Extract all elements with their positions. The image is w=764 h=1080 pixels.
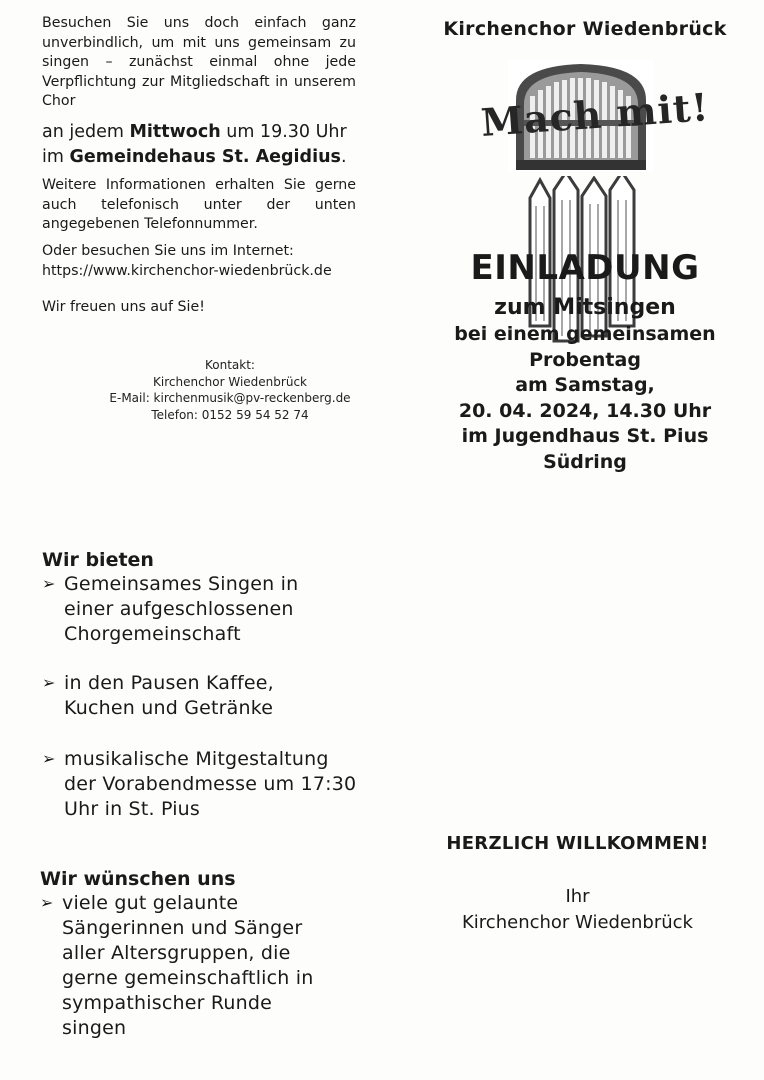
wish-section bbox=[40, 867, 360, 1041]
contact-heading: Kontakt: bbox=[205, 358, 255, 372]
signature-block bbox=[420, 884, 735, 936]
invite-venue: im Jugendhaus St. Pius bbox=[461, 425, 709, 447]
list-item bbox=[40, 891, 334, 1041]
schedule-day: Mittwoch bbox=[129, 122, 221, 142]
wish-heading: Wir wünschen uns bbox=[40, 868, 236, 890]
closing-note: Wir freuen uns auf Sie! bbox=[42, 299, 205, 315]
schedule-prefix: an jedem bbox=[42, 122, 130, 142]
wish-list bbox=[40, 891, 360, 1041]
choir-title: Kirchenchor Wiedenbrück bbox=[443, 18, 727, 40]
location-suffix: . bbox=[340, 147, 347, 167]
list-item-text: musikalische Mitgestaltung der Vorabendmesse um 17:30 Uhr in St. Pius bbox=[64, 748, 357, 820]
offer-list bbox=[42, 572, 362, 822]
signature-choir-name: Kirchenchor Wiedenbrück bbox=[462, 912, 693, 933]
website-label: Oder besuchen Sie uns im Internet: bbox=[42, 243, 294, 259]
info-paragraph: Weitere Informationen erhalten Sie gerne auch telefonisch unter der unten angegebenen Telefonnummer. bbox=[42, 177, 356, 232]
invite-line: am Samstag, bbox=[515, 374, 655, 396]
contact-block bbox=[60, 357, 400, 423]
signature-line: Ihr bbox=[565, 886, 590, 907]
welcome-heading: HERZLICH WILLKOMMEN! bbox=[446, 833, 709, 854]
arrowhead-bullet-icon: ➢ bbox=[42, 574, 56, 593]
slogan: Mach mit! bbox=[479, 84, 711, 145]
rehearsal-schedule bbox=[42, 120, 362, 170]
list-item-text: viele gut gelaunte Sängerinnen und Sänger aller Altersgruppen, die gerne gemeinschaftlich in sympathischer Runde singen bbox=[62, 892, 314, 1039]
arrowhead-bullet-icon: ➢ bbox=[42, 673, 56, 692]
invite-line: zum Mitsingen bbox=[494, 295, 676, 320]
contact-name: Kirchenchor Wiedenbrück bbox=[153, 374, 307, 389]
list-item-text: Gemeinsames Singen in einer aufgeschlossenen Chorgemeinschaft bbox=[64, 573, 299, 645]
list-item-text: in den Pausen Kaffee, Kuchen und Getränke bbox=[64, 672, 274, 719]
offer-section bbox=[42, 548, 362, 822]
offer-heading: Wir bieten bbox=[42, 549, 154, 571]
arrowhead-bullet-icon: ➢ bbox=[42, 749, 56, 768]
list-item bbox=[42, 747, 364, 822]
website-url: https://www.kirchenchor-wiedenbrück.de bbox=[42, 262, 332, 279]
location-place: Gemeindehaus St. Aegidius bbox=[69, 147, 341, 167]
contact-email: E-Mail: kirchenmusik@pv-reckenberg.de bbox=[109, 391, 351, 405]
invite-line: Probentag bbox=[529, 348, 641, 371]
list-item bbox=[42, 572, 350, 647]
invite-date: 20. 04. 2024, 14.30 Uhr bbox=[458, 399, 712, 422]
arrowhead-bullet-icon: ➢ bbox=[40, 893, 54, 912]
location-prefix: im bbox=[42, 147, 70, 167]
schedule-time: um 19.30 Uhr bbox=[220, 122, 347, 142]
list-item bbox=[42, 671, 350, 721]
contact-phone: Telefon: 0152 59 54 52 74 bbox=[151, 407, 309, 422]
intro-paragraph: Besuchen Sie uns doch einfach ganz unverbindlich, um mit uns gemeinsam zu singen – zunächst einmal ohne jede Verpflichtung zur Mitgliedschaft in unserem Chor bbox=[42, 15, 356, 109]
invitation-details bbox=[420, 294, 750, 475]
invite-line: bei einem gemeinsamen bbox=[454, 323, 716, 345]
invite-street: Südring bbox=[543, 450, 627, 473]
invitation-heading: EINLADUNG bbox=[470, 248, 700, 288]
website-block bbox=[42, 242, 362, 281]
